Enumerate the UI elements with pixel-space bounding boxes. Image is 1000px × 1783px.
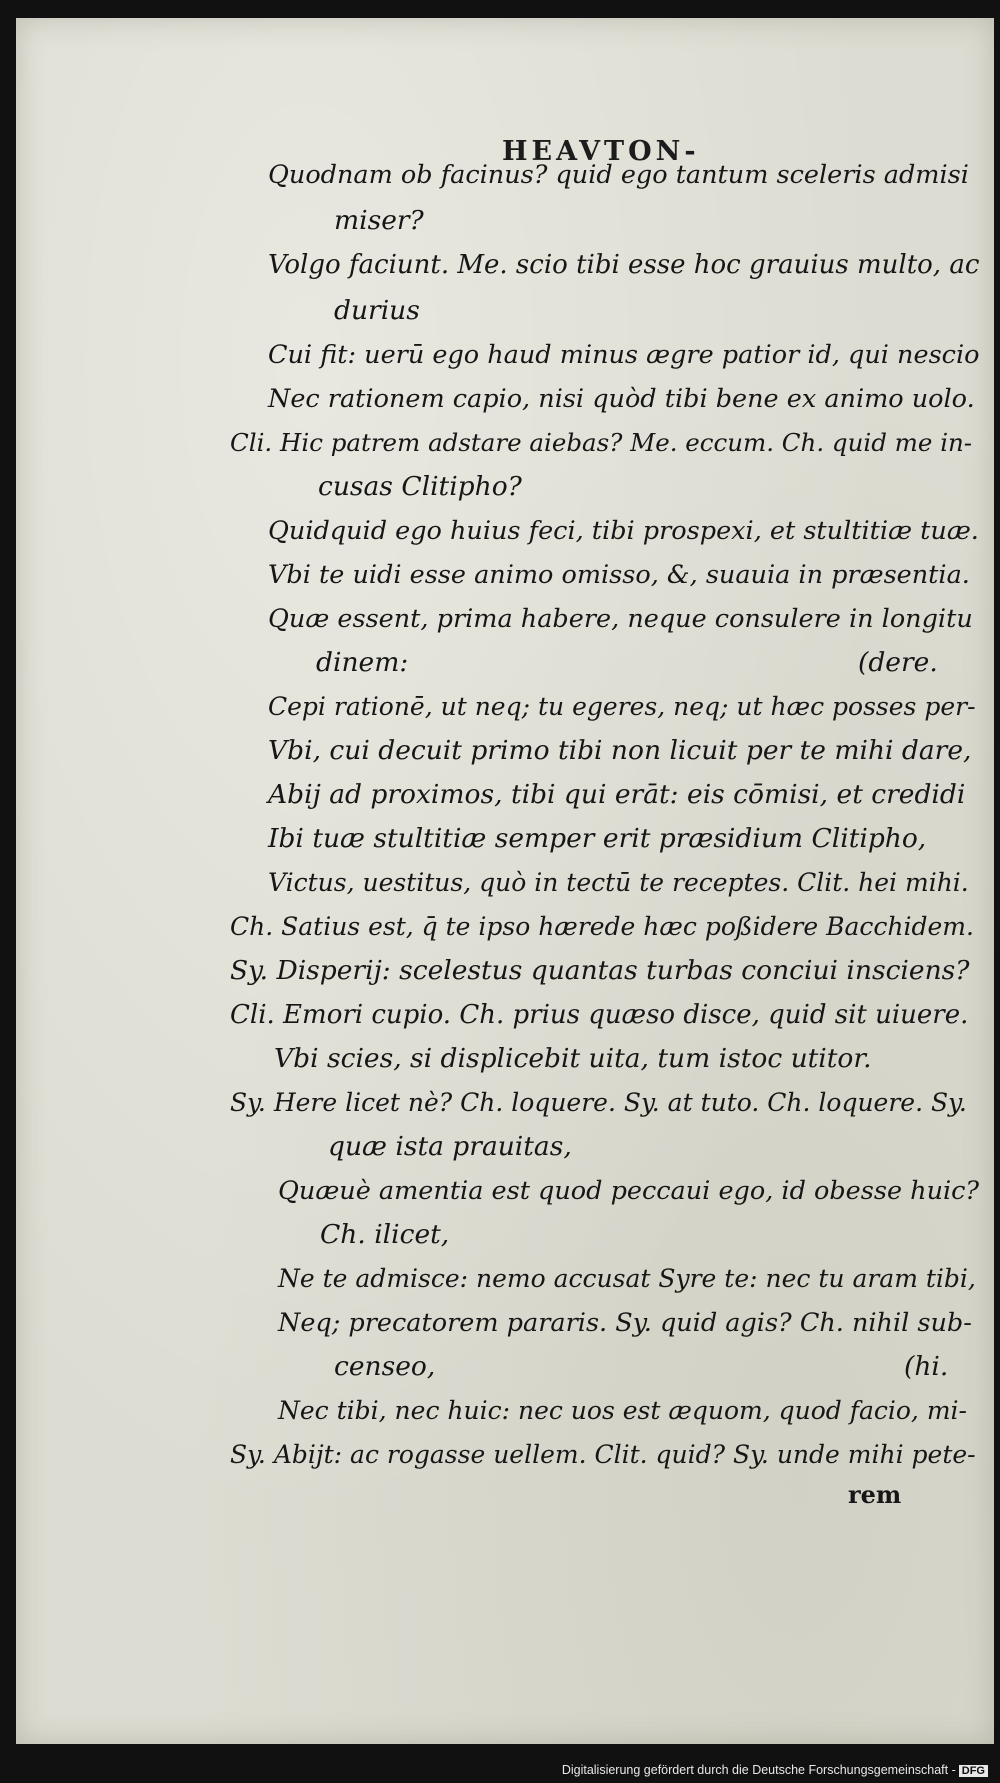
verse-line: Abij ad proximos, tibi qui erāt: eis cōmisi, et credidi	[268, 779, 966, 810]
verse-line: Ch. Satius est, q̄ te ipso hærede hæc poßidere Bacchidem.	[230, 912, 974, 941]
verse-line: Quidquid ego huius feci, tibi prospexi, et stultitiæ tuæ.	[268, 516, 979, 546]
verse-line: Neq; precatorem pararis. Sy. quid agis? Ch. nihil sub-	[278, 1308, 972, 1338]
footer-text: Digitalisierung gefördert durch die Deutsche Forschungsgemeinschaft -	[561, 1763, 956, 1777]
verse-line: Cli. Emori cupio. Ch. prius quæso disce, quid sit uiuere.	[230, 1000, 969, 1030]
verse-line: Cli. Hic patrem adstare aiebas? Me. eccum. Ch. quid me in-	[230, 428, 973, 457]
running-header: HEAVTON-	[502, 136, 700, 167]
verse-line: Cui fit: uerū ego haud minus ægre patior id, qui nescio	[268, 340, 980, 370]
verse-line: Nec tibi, nec huic: nec uos est æquom, quod facio, mi-	[278, 1396, 967, 1425]
verse-line: Nec rationem capio, nisi quòd tibi bene ex animo uolo.	[268, 384, 975, 414]
verse-line: Ibi tuæ stultitiæ semper erit præsidium Clitipho,	[268, 823, 927, 854]
verse-line: durius	[334, 295, 420, 326]
verse-line: Sy. Here licet nè? Ch. loquere. Sy. at tuto. Ch. loquere. Sy.	[230, 1088, 967, 1117]
verse-line: censeo,	[334, 1351, 436, 1382]
verse-line: Quæuè amentia est quod peccaui ego, id obesse huic?	[278, 1176, 980, 1206]
catchword: rem	[848, 1480, 902, 1509]
verse-line: Ne te admisce: nemo accusat Syre te: nec tu aram tibi,	[278, 1264, 976, 1293]
dfg-logo-icon: DFG	[959, 1765, 988, 1777]
verse-line: Sy. Abijt: ac rogasse uellem. Clit. quid? Sy. unde mihi pete-	[230, 1440, 976, 1469]
verse-line: Cepi rationē, ut neq; tu egeres, neq; ut hæc posses per-	[268, 692, 976, 721]
verse-line: miser?	[334, 205, 424, 236]
verse-line: Ch. ilicet,	[320, 1219, 450, 1250]
verse-turnover: (dere.	[858, 647, 938, 678]
verse-line: Vbi te uidi esse animo omisso, &, suauia in præsentia.	[268, 560, 970, 590]
verse-line: dinem:	[316, 647, 409, 678]
verse-line: Vbi, cui decuit primo tibi non licuit per te mihi dare,	[268, 735, 972, 766]
verse-line: Vbi scies, si displicebit uita, tum istoc utitor.	[274, 1043, 872, 1074]
verse-line: cusas Clitipho?	[318, 471, 522, 502]
verse-turnover: (hi.	[904, 1351, 949, 1382]
verse-line: Volgo faciunt. Me. scio tibi esse hoc grauius multo, ac	[268, 250, 980, 280]
verse-line: Victus, uestitus, quò in tectū te receptes. Clit. hei mihi.	[268, 868, 969, 897]
verse-line: quæ ista prauitas,	[328, 1131, 572, 1162]
verse-line: Sy. Disperij: scelestus quantas turbas conciui insciens?	[230, 955, 970, 986]
verse-line: Quodnam ob facinus? quid ego tantum sceleris admisi	[268, 160, 969, 190]
digitization-footer	[562, 1763, 988, 1777]
verse-line: Quæ essent, prima habere, neque consulere in longitu	[268, 604, 973, 634]
book-page	[16, 18, 994, 1744]
